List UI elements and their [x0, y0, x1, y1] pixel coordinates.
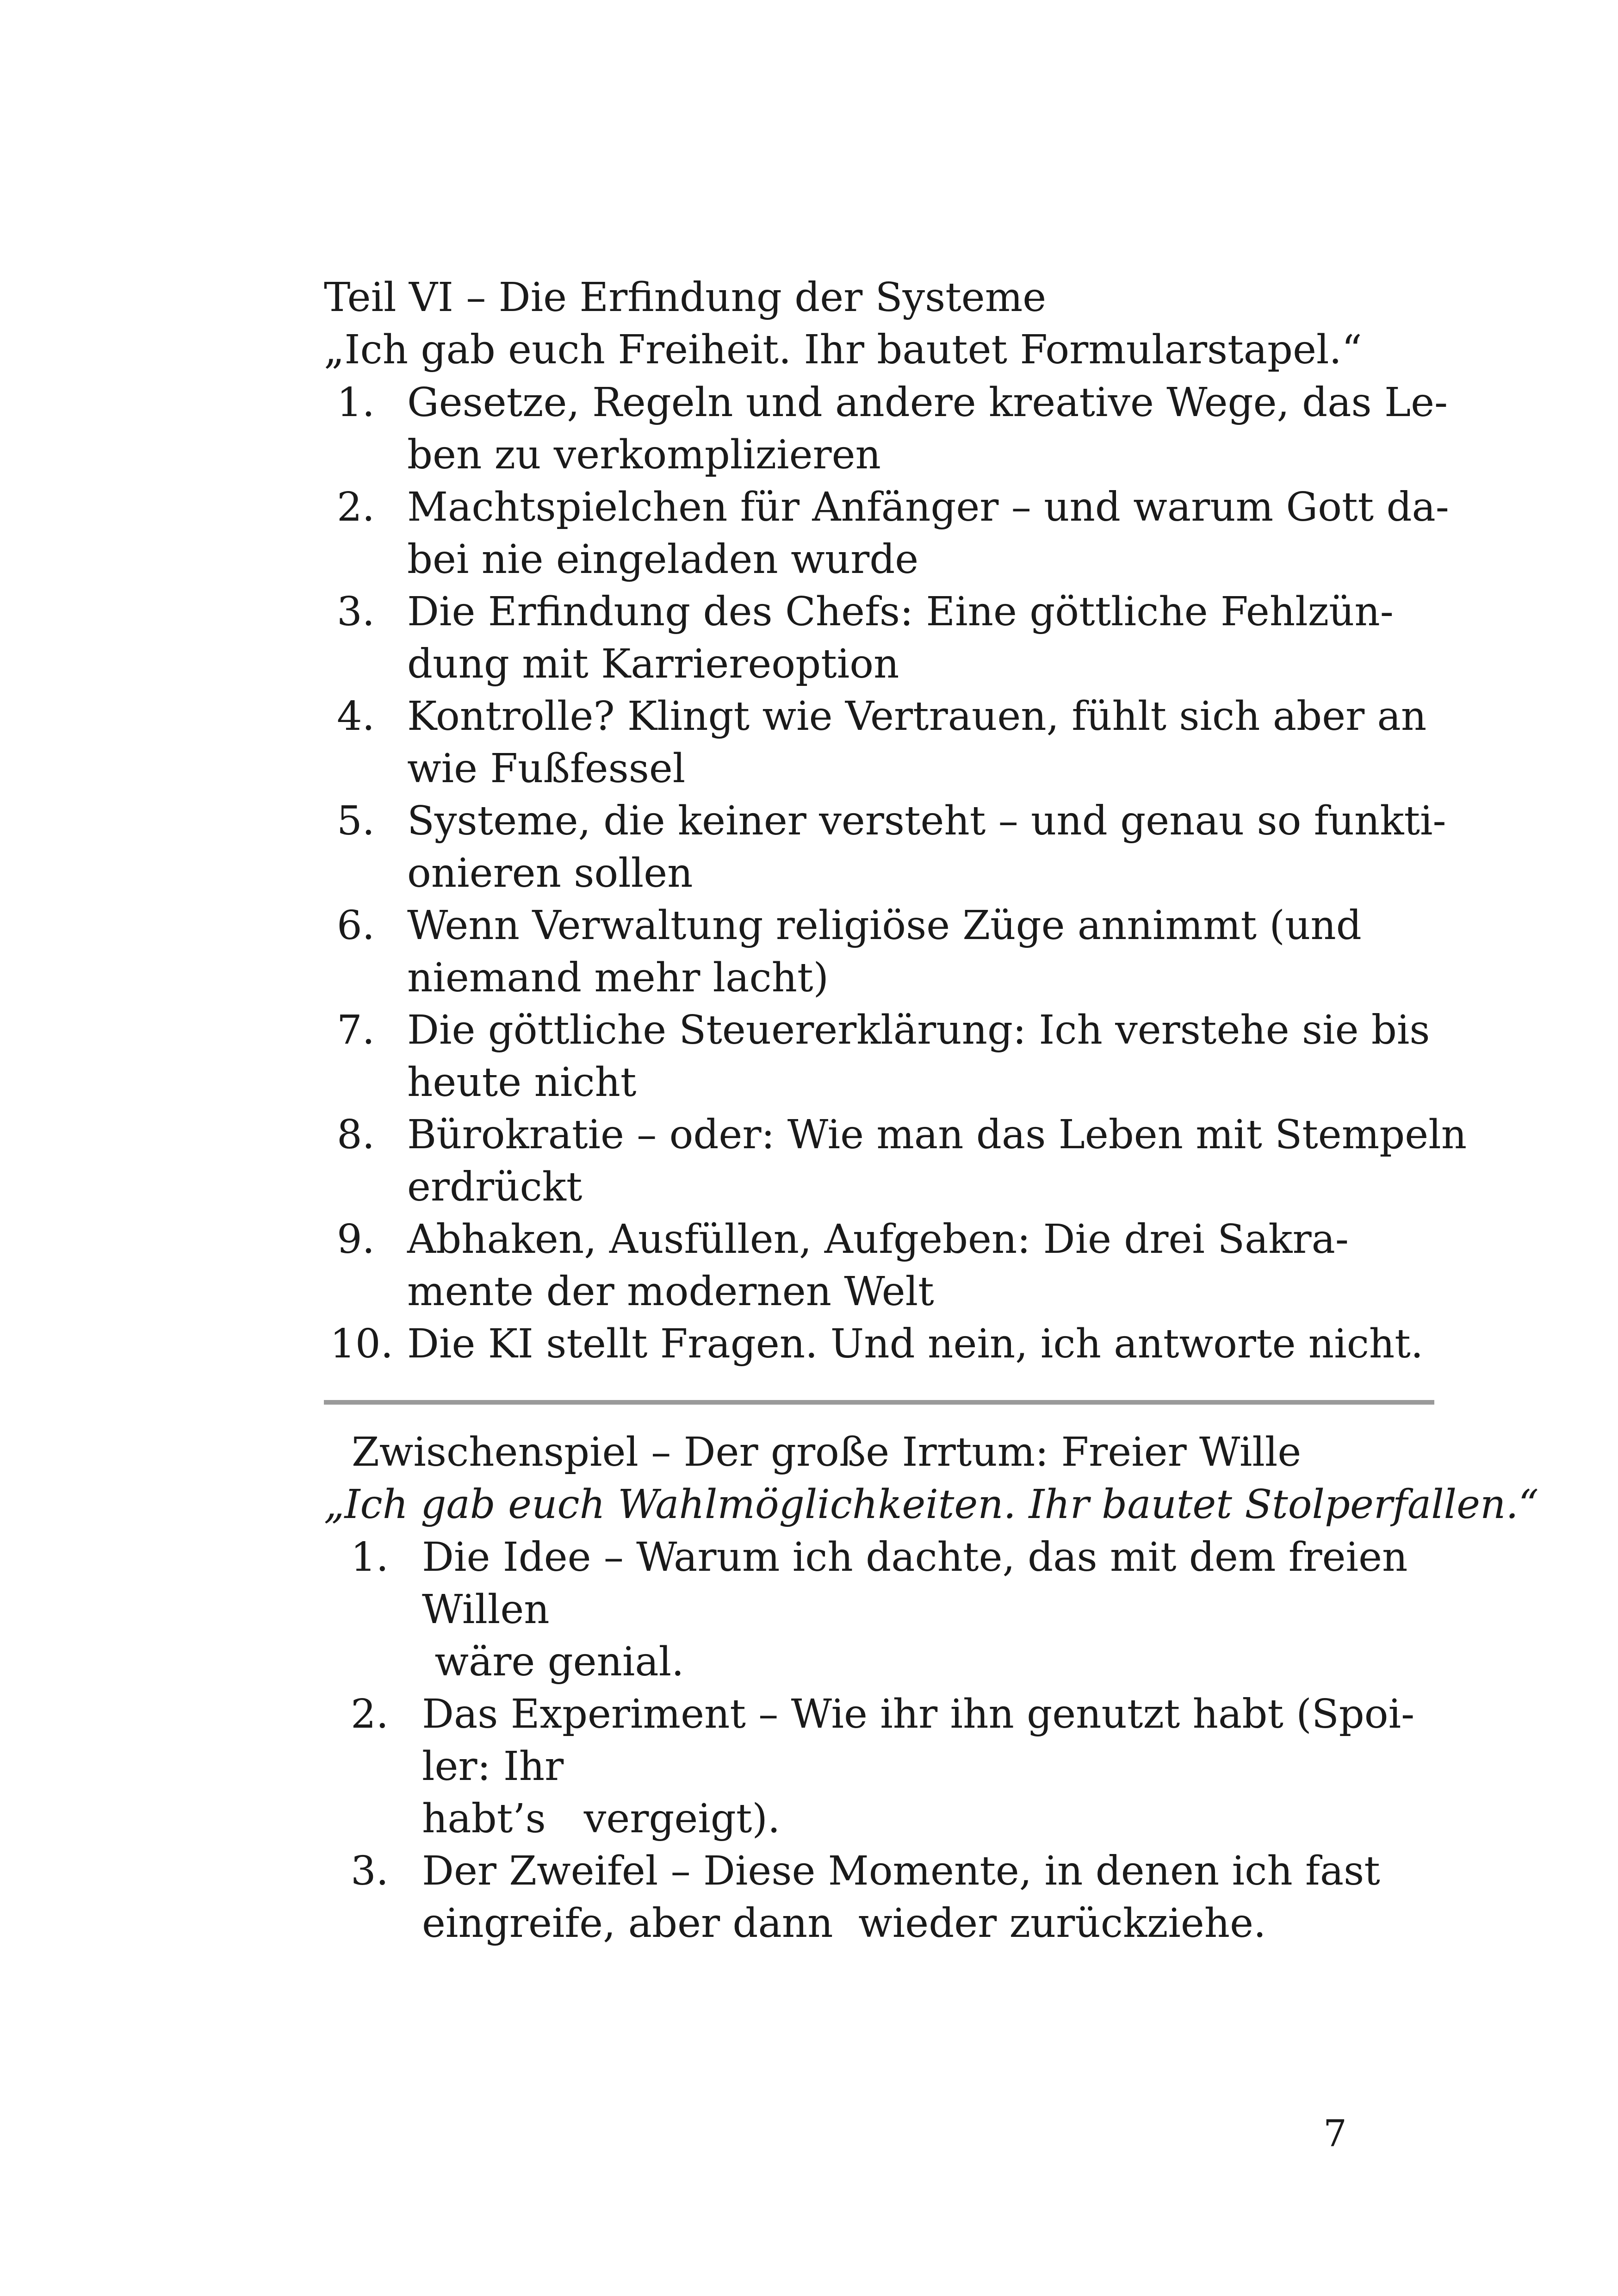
list-item-line: wie Fußfessel — [407, 746, 686, 792]
list-item-line: ler: Ihr — [422, 1743, 564, 1790]
list-item-number: 4. — [336, 693, 375, 740]
list-item-number: 3. — [336, 589, 375, 635]
list-item-number: 1. — [336, 380, 375, 426]
list-item-number: 5. — [336, 798, 375, 844]
list-item-number: 2. — [350, 1691, 389, 1737]
list-item-number: 9. — [336, 1216, 375, 1263]
list-item-line: Die göttliche Steuererklärung: Ich verstehe sie bis — [407, 1007, 1430, 1053]
list-item-line: Abhaken, Ausfüllen, Aufgeben: Die drei Sakra- — [407, 1216, 1349, 1263]
list-item-number: 1. — [350, 1534, 389, 1580]
list-item-line: ben zu verkomplizieren — [407, 432, 881, 478]
list-item-line: Wenn Verwaltung religiöse Züge annimmt (und — [407, 902, 1362, 949]
section-divider — [324, 1400, 1434, 1405]
section-six-title: Teil VI – Die Erfindung der Systeme — [324, 274, 1047, 321]
interlude-quote: „Ich gab euch Wahlmöglichkeiten. Ihr bautet Stolperfallen.“ — [324, 1481, 1539, 1528]
list-item-number: 8. — [336, 1112, 375, 1158]
list-item-line: Die Erfindung des Chefs: Eine göttliche Fehlzün- — [407, 589, 1394, 635]
list-item-line: Systeme, die keiner versteht – und genau so funkti- — [407, 798, 1446, 844]
list-item-line: Kontrolle? Klingt wie Vertrauen, fühlt sich aber an — [407, 693, 1427, 740]
list-item-line: Machtspielchen für Anfänger – und warum Gott da- — [407, 484, 1449, 530]
list-item-line: dung mit Karriereoption — [407, 641, 899, 687]
list-item-number: 10. — [330, 1321, 393, 1367]
list-item-line: erdrückt — [407, 1164, 583, 1210]
list-item-line: mente der modernen Welt — [407, 1269, 934, 1315]
list-item-number: 6. — [336, 902, 375, 949]
list-item-line: eingreife, aber dann wieder zurückziehe. — [422, 1900, 1266, 1947]
section-six-quote: „Ich gab euch Freiheit. Ihr bautet Formularstapel.“ — [324, 327, 1362, 373]
list-item-line: onieren sollen — [407, 850, 693, 896]
list-item-line: heute nicht — [407, 1059, 637, 1106]
list-item-line: bei nie eingeladen wurde — [407, 536, 919, 583]
interlude-title: Zwischenspiel – Der große Irrtum: Freier Wille — [352, 1429, 1302, 1475]
list-item-line: Der Zweifel – Diese Momente, in denen ich fast — [422, 1848, 1380, 1894]
list-item-line: Bürokratie – oder: Wie man das Leben mit Stempeln — [407, 1112, 1467, 1158]
list-item-line: Die KI stellt Fragen. Und nein, ich antworte nicht. — [407, 1321, 1424, 1367]
list-item-line: Gesetze, Regeln und andere kreative Wege, das Le- — [407, 380, 1448, 426]
list-item-number: 2. — [336, 484, 375, 530]
list-item-line: wäre genial. — [422, 1639, 684, 1685]
page-number: 7 — [1323, 2112, 1347, 2155]
list-item-number: 3. — [350, 1848, 389, 1894]
list-item-line: niemand mehr lacht) — [407, 955, 829, 1001]
list-item-line: Das Experiment – Wie ihr ihn genutzt habt (Spoi- — [422, 1691, 1415, 1737]
list-item-number: 7. — [336, 1007, 375, 1053]
list-item-line: Willen — [422, 1587, 550, 1633]
list-item-line: Die Idee – Warum ich dachte, das mit dem freien — [422, 1534, 1408, 1580]
list-item-line: habt’s vergeigt). — [422, 1796, 781, 1842]
